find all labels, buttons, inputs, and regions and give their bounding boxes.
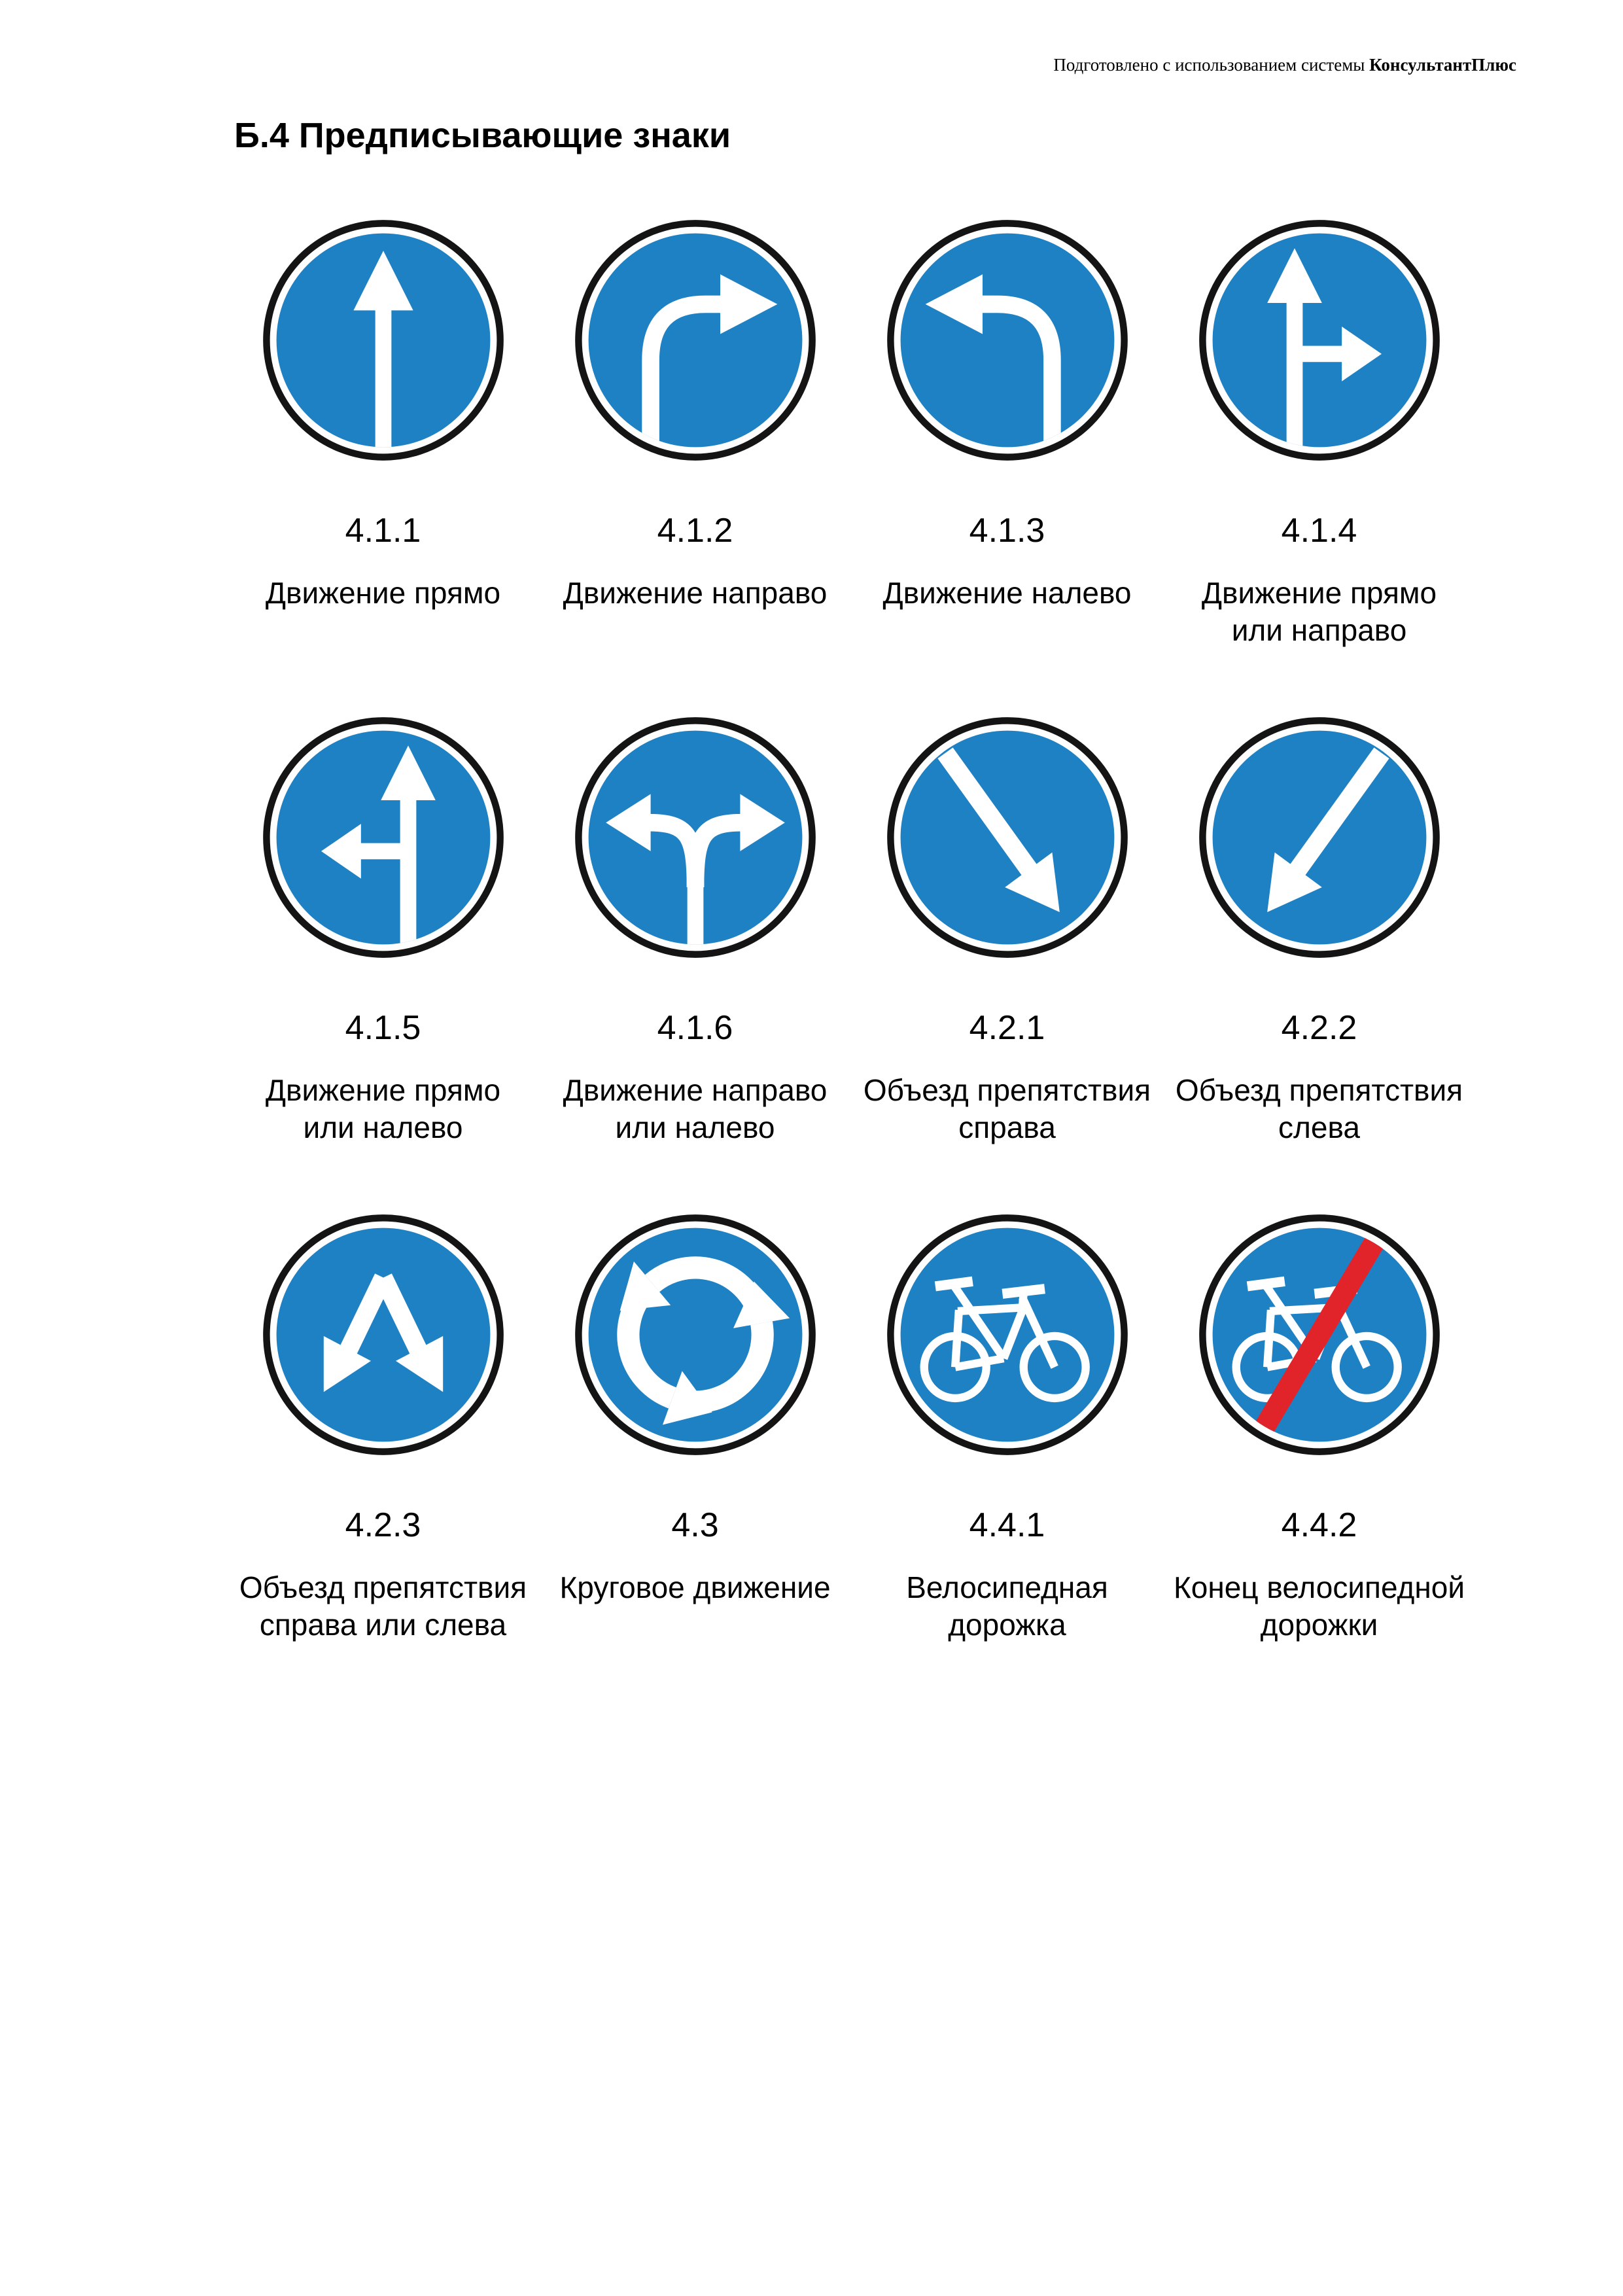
sign-number: 4.1.3 (969, 512, 1045, 550)
right-or-left-sign-icon (571, 713, 820, 962)
sign-cell-4.1.6 (539, 713, 851, 1210)
sign-caption-line: Объезд препятствия (1175, 1073, 1463, 1107)
roundabout-sign-icon (571, 1210, 820, 1459)
sign-caption (906, 1569, 1108, 1644)
avoid-left-sign-icon (1195, 713, 1444, 962)
sign-cell-4.4.1 (851, 1210, 1163, 1708)
sign-caption-line: Объезд препятствия (239, 1570, 527, 1604)
sign-caption-line: Движение прямо (265, 576, 501, 610)
sign-caption (1174, 1569, 1465, 1644)
avoid-right-sign-icon (883, 713, 1132, 962)
up-or-left-sign-icon (259, 713, 508, 962)
sign-number: 4.2.1 (969, 1009, 1045, 1047)
sign-number: 4.1.4 (1281, 512, 1357, 550)
signs-grid (227, 216, 1475, 1708)
sign-caption-line: справа (958, 1110, 1056, 1144)
sign-caption-line: Движение прямо (1201, 576, 1437, 610)
sign-caption (239, 1569, 527, 1644)
up-or-right-sign-icon (1195, 216, 1444, 465)
header-prefix: Подготовлено с использованием системы (1053, 55, 1365, 75)
avoid-either-sign-icon (259, 1210, 508, 1459)
sign-caption-line: Движение направо (563, 1073, 828, 1107)
sign-cell-4.1.4 (1163, 216, 1475, 713)
sign-caption-line: Конец велосипедной (1173, 1570, 1465, 1604)
sign-caption-line: Велосипедная (906, 1570, 1108, 1604)
sign-caption-line: Движение налево (882, 576, 1132, 610)
sign-number: 4.1.2 (657, 512, 733, 550)
sign-caption-line: Круговое движение (559, 1570, 831, 1604)
bicycle-end-sign-icon (1195, 1210, 1444, 1459)
sign-number: 4.1.1 (345, 512, 421, 550)
page-title: Б.4 Предписывающие знаки (234, 116, 731, 155)
sign-caption-line: дорожка (948, 1608, 1066, 1642)
sign-cell-4.2.2 (1163, 713, 1475, 1210)
sign-caption-line: Движение направо (563, 576, 828, 610)
sign-caption (559, 1569, 830, 1606)
sign-caption-line: Объезд препятствия (863, 1073, 1151, 1107)
sign-number: 4.2.2 (1281, 1009, 1357, 1047)
sign-caption-line: или налево (615, 1110, 775, 1144)
sign-caption (266, 1072, 500, 1146)
sign-caption (864, 1072, 1151, 1146)
sign-number: 4.2.3 (345, 1506, 421, 1544)
sign-cell-4.1.1 (227, 216, 539, 713)
turn-left-sign-icon (883, 216, 1132, 465)
sign-caption (266, 574, 500, 612)
sign-caption (563, 1072, 828, 1146)
sign-number: 4.1.5 (345, 1009, 421, 1047)
sign-caption-line: справа или слева (259, 1608, 507, 1642)
sign-number: 4.1.6 (657, 1009, 733, 1047)
sign-caption-line: Движение прямо (265, 1073, 501, 1107)
sign-cell-4.1.5 (227, 713, 539, 1210)
sign-cell-4.1.3 (851, 216, 1163, 713)
sign-caption (1176, 1072, 1463, 1146)
sign-cell-4.4.2 (1163, 1210, 1475, 1708)
header-brand: КонсультантПлюс (1369, 55, 1516, 75)
sign-cell-4.2.1 (851, 713, 1163, 1210)
sign-caption (1202, 574, 1437, 649)
sign-caption-line: дорожки (1260, 1608, 1378, 1642)
sign-caption-line: или направо (1231, 613, 1407, 647)
sign-cell-4.2.3 (227, 1210, 539, 1708)
sign-number: 4.4.2 (1281, 1506, 1357, 1544)
sign-number: 4.3 (671, 1506, 719, 1544)
header-note (1053, 55, 1516, 75)
sign-caption-line: слева (1278, 1110, 1360, 1144)
sign-cell-4.1.2 (539, 216, 851, 713)
sign-number: 4.4.1 (969, 1506, 1045, 1544)
sign-caption-line: или налево (303, 1110, 463, 1144)
arrow-up-sign-icon (259, 216, 508, 465)
sign-caption (882, 574, 1131, 612)
bicycle-sign-icon (883, 1210, 1132, 1459)
sign-cell-4.3 (539, 1210, 851, 1708)
turn-right-sign-icon (571, 216, 820, 465)
sign-caption (563, 574, 828, 612)
